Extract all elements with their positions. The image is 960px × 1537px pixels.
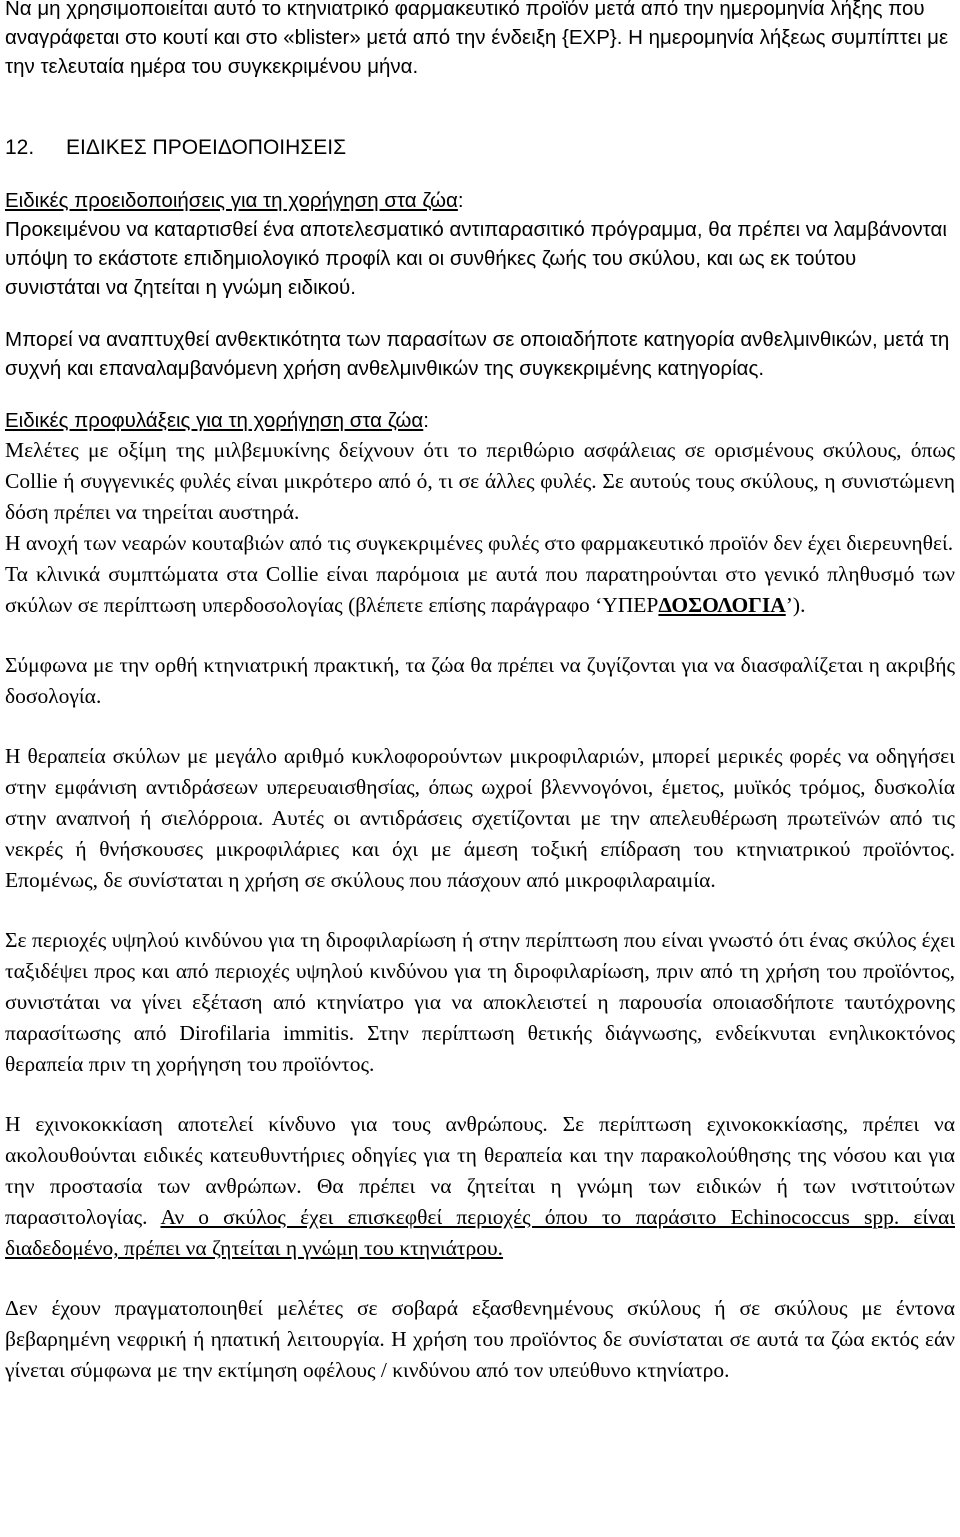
symptoms-text: Τα κλινικά συμπτώματα στα Collie είναι παρόμοια με αυτά που παρατηρούνται στο γενικό πληθυσμό των σκύλων σε περίπτωση υπερδοσολογίας (βλέπετε επίσης παράγραφο ‘ΥΠΕΡ <box>5 562 955 617</box>
symptoms-end: ’). <box>785 593 806 617</box>
warnings-subheading <box>5 186 955 215</box>
warnings-subheading-text: Ειδικές προειδοποιήσεις για τη χορήγηση στα ζώα <box>5 189 458 212</box>
warnings-paragraph-2: Μπορεί να αναπτυχθεί ανθεκτικότητα των παρασίτων σε οποιαδήποτε κατηγορία ανθελμινθικών, μετά τη συχνή και επαναλαμβανόμενη χρήση ανθελμινθικών της συγκεκριμένης κατηγορίας. <box>5 328 950 380</box>
document-page <box>5 0 955 1386</box>
expiry-paragraph: Να μη χρησιμοποιείται αυτό το κτηνιατρικό φαρμακευτικό προϊόν μετά από την ημερομηνία λήξης που αναγράφεται στο κουτί και στο «blister» μετά από την ένδειξη {EXP}. Η ημερομηνία λήξεως συμπίπτει με την τελευταία ημέρα του συγκεκριμένου μήνα. <box>5 0 949 78</box>
precautions-paragraph-echinococcosis <box>5 1109 955 1264</box>
section-title: ΕΙΔΙΚΕΣ ΠΡΟΕΙΔΟΠΟΙΗΣΕΙΣ <box>66 136 347 159</box>
echinococcosis-text: Η εχινοκοκκίαση αποτελεί κίνδυνο για τους ανθρώπους. Σε περίπτωση εχινοκοκκίασης, πρέπει να ακολουθούνται ειδικές κατευθυντήριες οδηγίες για τη θεραπεία και την παρακολούθησης της νόσου και για την προστασία των ανθρώπων. Θα πρέπει να ζητείται η γνώμη των ειδικών ή των ινστιτούτων παρασιτολογίας. <box>5 1112 955 1229</box>
echinococcosis-underlined-text: Αν ο σκύλος έχει επισκεφθεί περιοχές όπου το παράσιτο Echinococcus spp. είναι διαδεδομένο, πρέπει να ζητείται η γνώμη του κτηνιάτρου. <box>5 1205 955 1260</box>
precautions-subheading <box>5 406 955 435</box>
precautions-paragraph-debilitated: Δεν έχουν πραγματοποιηθεί μελέτες σε σοβαρά εξασθενημένους σκύλους ή σε σκύλους με έντονα βεβαρημένη νεφρική ή ηπατική λειτουργία. Η χρήση του προϊόντος δε συνίσταται σε αυτά τα ζώα εκτός εάν γίνεται σύμφωνα με την εκτίμηση οφέλους / κινδύνου από τον υπεύθυνο κτηνίατρο. <box>5 1296 955 1382</box>
section-heading <box>5 133 955 162</box>
warnings-subheading-colon: : <box>457 189 464 212</box>
precautions-paragraph-weighing: Σύμφωνα με την ορθή κτηνιατρική πρακτική, τα ζώα θα πρέπει να ζυγίζονται για να διασφαλίζεται η ακριβής δοσολογία. <box>5 653 955 708</box>
precautions-paragraph-symptoms <box>5 559 955 621</box>
precautions-paragraph-puppies: Η ανοχή των νεαρών κουταβιών από τις συγκεκριμένες φυλές στο φαρμακευτικό προϊόν δεν έχει διερευνηθεί. <box>5 531 954 555</box>
precautions-paragraph-dirofilaria: Σε περιοχές υψηλού κινδύνου για τη διροφιλαρίωση ή στην περίπτωση που είναι γνωστό ότι ένας σκύλος έχει ταξιδέψει προς και από περιοχές υψηλού κινδύνου για τη διροφιλαρίωση, πριν από τη χρήση του προϊόντος, συνιστάται να γίνει εξέταση από κτηνίατρο για να αποκλειστεί η παρουσία οποιασδήποτε ταυτόχρονης παρασίτωσης από Dirofilaria immitis. Στην περίπτωση θετικής διάγνωσης, ενδείκνυται ενηλικοκτόνος θεραπεία πριν τη χορήγηση του προϊόντος. <box>5 928 955 1076</box>
precautions-paragraph-microfilariae: Η θεραπεία σκύλων με μεγάλο αριθμό κυκλοφορούντων μικροφιλαριών, μπορεί μερικές φορές να οδηγήσει στην εμφάνιση αντιδράσεων υπερευαισθησίας, όπως ωχροί βλεννογόνοι, έμετος, μυϊκός τρόμος, δυσκολία στην αναπνοή ή σιελόρροια. Αυτές οι αντιδράσεις σχετίζονται με την απελευθέρωση πρωτεϊνών από τις νεκρές ή θνήσκουσες μικροφιλάριες και όχι με άμεση τοξική επίδραση του κτηνιατρικού προϊόντος. Επομένως, δε συνίσταται η χρήση σε σκύλους που πάσχουν από μικροφιλαραιμία. <box>5 744 955 892</box>
warnings-paragraph-1: Προκειμένου να καταρτισθεί ένα αποτελεσματικό αντιπαρασιτικό πρόγραμμα, θα πρέπει να λαμβάνονται υπόψη το εκάστοτε επιδημιολογικό προφίλ και οι συνθήκες ζωής του σκύλου, και ως εκ τούτου συνιστάται να ζητείται η γνώμη ειδικού. <box>5 218 947 299</box>
section-number: 12. <box>5 136 35 159</box>
precautions-paragraph-collie: Μελέτες με οξίμη της μιλβεμυκίνης δείχνουν ότι το περιθώριο ασφάλειας σε ορισμένους σκύλους, όπως Collie ή συγγενικές φυλές είναι μικρότερο από ό, τι σε άλλες φυλές. Σε αυτούς τους σκύλους, η συνιστώμενη δόση πρέπει να τηρείται αυστηρά. <box>5 438 955 524</box>
overdose-reference: ΔΟΣΟΛΟΓΙΑ <box>658 593 786 617</box>
precautions-subheading-text: Ειδικές προφυλάξεις για τη χορήγηση στα ζώα <box>5 409 424 432</box>
precautions-subheading-colon: : <box>423 409 429 432</box>
